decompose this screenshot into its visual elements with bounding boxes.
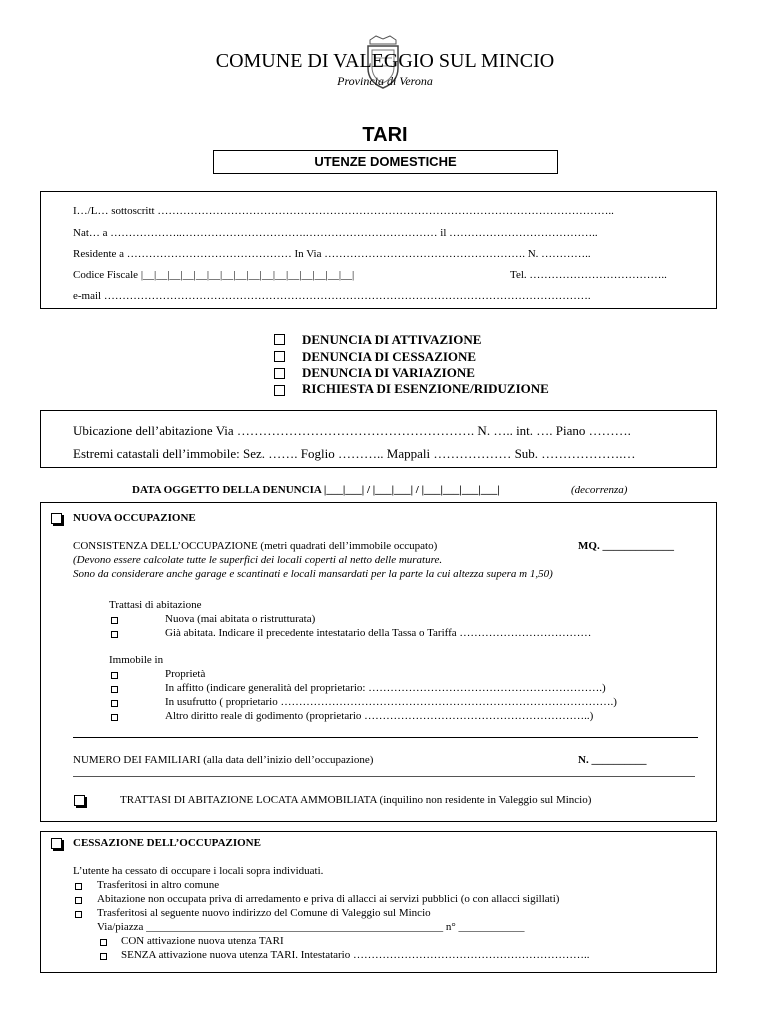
- catastali-field[interactable]: Estremi catastali dell’immobile: Sez. ……. Foglio ……….. Mappali ……………… Sub. ……………….…: [73, 446, 636, 461]
- variazione-checkbox[interactable]: [274, 368, 285, 379]
- cessazione-checkbox[interactable]: [274, 351, 285, 362]
- affitto-label[interactable]: In affitto (indicare generalità del proprietario: ……………………………………………………….): [165, 682, 606, 694]
- proprieta-checkbox[interactable]: [111, 672, 118, 679]
- via-piazza-field[interactable]: Via/piazza ______________________________________________________ n° ____________: [97, 921, 525, 933]
- nascita-field[interactable]: Nat… a ………………..…………………………….……………………………… il …………………………………..: [73, 227, 598, 239]
- usufrutto-checkbox[interactable]: [111, 700, 118, 707]
- divider: [73, 776, 695, 777]
- email-field[interactable]: e-mail …………………………………………………………………………………………………………………….: [73, 290, 591, 302]
- mq-field[interactable]: MQ. _____________: [578, 540, 674, 552]
- con-attivazione-label: CON attivazione nuova utenza TARI: [121, 935, 284, 947]
- proprieta-label: Proprietà: [165, 668, 206, 680]
- esenzione-checkbox[interactable]: [274, 385, 285, 396]
- usufrutto-label[interactable]: In usufrutto ( proprietario ……………………………………………………………………………….): [165, 696, 617, 708]
- utenze-domestiche-label: UTENZE DOMESTICHE: [213, 150, 558, 174]
- con-attivazione-checkbox[interactable]: [100, 939, 107, 946]
- nuovo-indirizzo-label: Trasferitosi al seguente nuovo indirizzo del Comune di Valeggio sul Mincio: [97, 907, 431, 919]
- esenzione-label: RICHIESTA DI ESENZIONE/RIDUZIONE: [302, 381, 549, 396]
- divider: [73, 737, 698, 738]
- codice-fiscale-field[interactable]: Codice Fiscale |__|__|__|__|__|__|__|__|__|__|__|__|__|__|__|__|: [73, 269, 355, 281]
- nuova-abitazione-label: Nuova (mai abitata o ristrutturata): [165, 613, 316, 625]
- consistenza-label: CONSISTENZA DELL’OCCUPAZIONE (metri quadrati dell’immobile occupato): [73, 540, 438, 552]
- attivazione-label: DENUNCIA DI ATTIVAZIONE: [302, 332, 482, 347]
- familiari-label: NUMERO DEI FAMILIARI (alla data dell’inizio dell’occupazione): [73, 754, 374, 766]
- ubicazione-field[interactable]: Ubicazione dell’abitazione Via ………………………………………………. N. ….. int. …. Piano ……….: [73, 423, 631, 438]
- consistenza-note-1: (Devono essere calcolate tutte le superfici dei locali coperti al netto delle murature.: [73, 554, 443, 566]
- immobile-label: Immobile in: [109, 654, 164, 666]
- non-occupata-checkbox[interactable]: [75, 897, 82, 904]
- data-oggetto-field[interactable]: DATA OGGETTO DELLA DENUNCIA |___|___| / |___|___| / |___|___|___|___|: [132, 484, 500, 496]
- locata-ammobiliata-label: TRATTASI DI ABITAZIONE LOCATA AMMOBILIATA (inquilino non residente in Valeggio sul Mincio): [120, 794, 592, 806]
- affitto-checkbox[interactable]: [111, 686, 118, 693]
- non-occupata-label: Abitazione non occupata priva di arredamento e priva di allacci ai servizi pubblici (o con allacci sigillati): [97, 893, 560, 905]
- tel-field[interactable]: Tel. ………………………………..: [510, 269, 667, 281]
- cessazione-intro: L’utente ha cessato di occupare i locali sopra individuati.: [73, 865, 324, 877]
- cessazione-label: DENUNCIA DI CESSAZIONE: [302, 349, 477, 364]
- trattasi-label: Trattasi di abitazione: [109, 599, 202, 611]
- tari-title: TARI: [362, 124, 408, 146]
- gia-abitata-checkbox[interactable]: [111, 631, 118, 638]
- residenza-field[interactable]: Residente a ……………………………………… In Via ………………………………………………. N. …………..: [73, 248, 591, 260]
- cessazione-occupazione-checkbox[interactable]: [51, 838, 62, 849]
- comune-title: COMUNE DI VALEGGIO SUL MINCIO: [215, 50, 555, 72]
- attivazione-checkbox[interactable]: [274, 334, 285, 345]
- nuova-occupazione-title: NUOVA OCCUPAZIONE: [73, 512, 196, 524]
- gia-abitata-label[interactable]: Già abitata. Indicare il precedente intestatario della Tassa o Tariffa ………………………………: [165, 627, 592, 639]
- sottoscritto-field[interactable]: I…/L… sottoscritt ……………………………………………………………………………………………………………..: [73, 205, 614, 217]
- trasferito-altro-comune-checkbox[interactable]: [75, 883, 82, 890]
- nuovo-indirizzo-checkbox[interactable]: [75, 911, 82, 918]
- nuova-abitazione-checkbox[interactable]: [111, 617, 118, 624]
- provincia-subtitle: Provincia di Verona: [337, 74, 433, 88]
- consistenza-note-2: Sono da considerare anche garage e scantinati e locali mansardati per la parte la cui altezza supera m 1,50): [73, 568, 553, 580]
- senza-attivazione-label[interactable]: SENZA attivazione nuova utenza TARI. Intestatario ………………………………………………………..: [121, 949, 590, 961]
- senza-attivazione-checkbox[interactable]: [100, 953, 107, 960]
- variazione-label: DENUNCIA DI VARIAZIONE: [302, 365, 475, 380]
- nuova-occupazione-checkbox[interactable]: [51, 513, 62, 524]
- altro-diritto-checkbox[interactable]: [111, 714, 118, 721]
- trasferito-altro-comune-label: Trasferitosi in altro comune: [97, 879, 220, 891]
- altro-diritto-label[interactable]: Altro diritto reale di godimento (proprietario ……………………………………………………..): [165, 710, 594, 722]
- locata-ammobiliata-checkbox[interactable]: [74, 795, 85, 806]
- familiari-field[interactable]: N. __________: [578, 754, 647, 766]
- cessazione-title: CESSAZIONE DELL’OCCUPAZIONE: [73, 837, 261, 849]
- decorrenza-label: (decorrenza): [571, 484, 628, 496]
